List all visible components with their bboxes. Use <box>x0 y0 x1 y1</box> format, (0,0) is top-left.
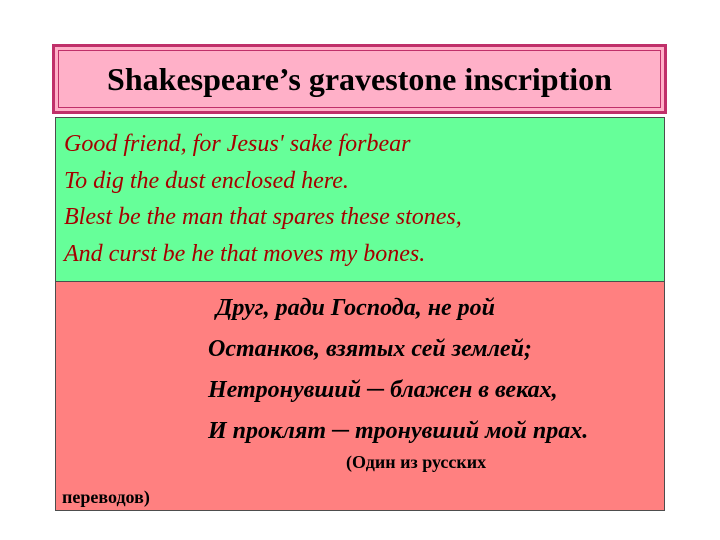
title-box <box>52 44 667 114</box>
english-inscription-box <box>55 117 665 281</box>
russian-poem <box>208 288 588 452</box>
russian-line-1: Друг, ради Господа, не рой <box>216 295 496 321</box>
english-line-1: Good friend, for Jesus' sake forbear <box>64 131 411 157</box>
translation-note-line-1: (Один из русских <box>346 452 487 472</box>
english-line-2: To dig the dust enclosed here. <box>64 167 349 194</box>
translation-note-line-2: переводов) <box>62 487 150 507</box>
english-line-4: And curst be he that moves my bones. <box>64 240 426 267</box>
russian-line-2: Останков, взятых сей землей; <box>208 336 532 362</box>
russian-translation-box <box>55 281 665 511</box>
russian-line-3: Нетронувший ─ блажен в веках, <box>208 377 558 403</box>
page-title: Shakespeare’s gravestone inscription <box>107 60 612 97</box>
english-line-3: Blest be the man that spares these stones, <box>64 204 462 230</box>
russian-line-4: И проклят ─ тронувший мой прах. <box>208 418 589 444</box>
